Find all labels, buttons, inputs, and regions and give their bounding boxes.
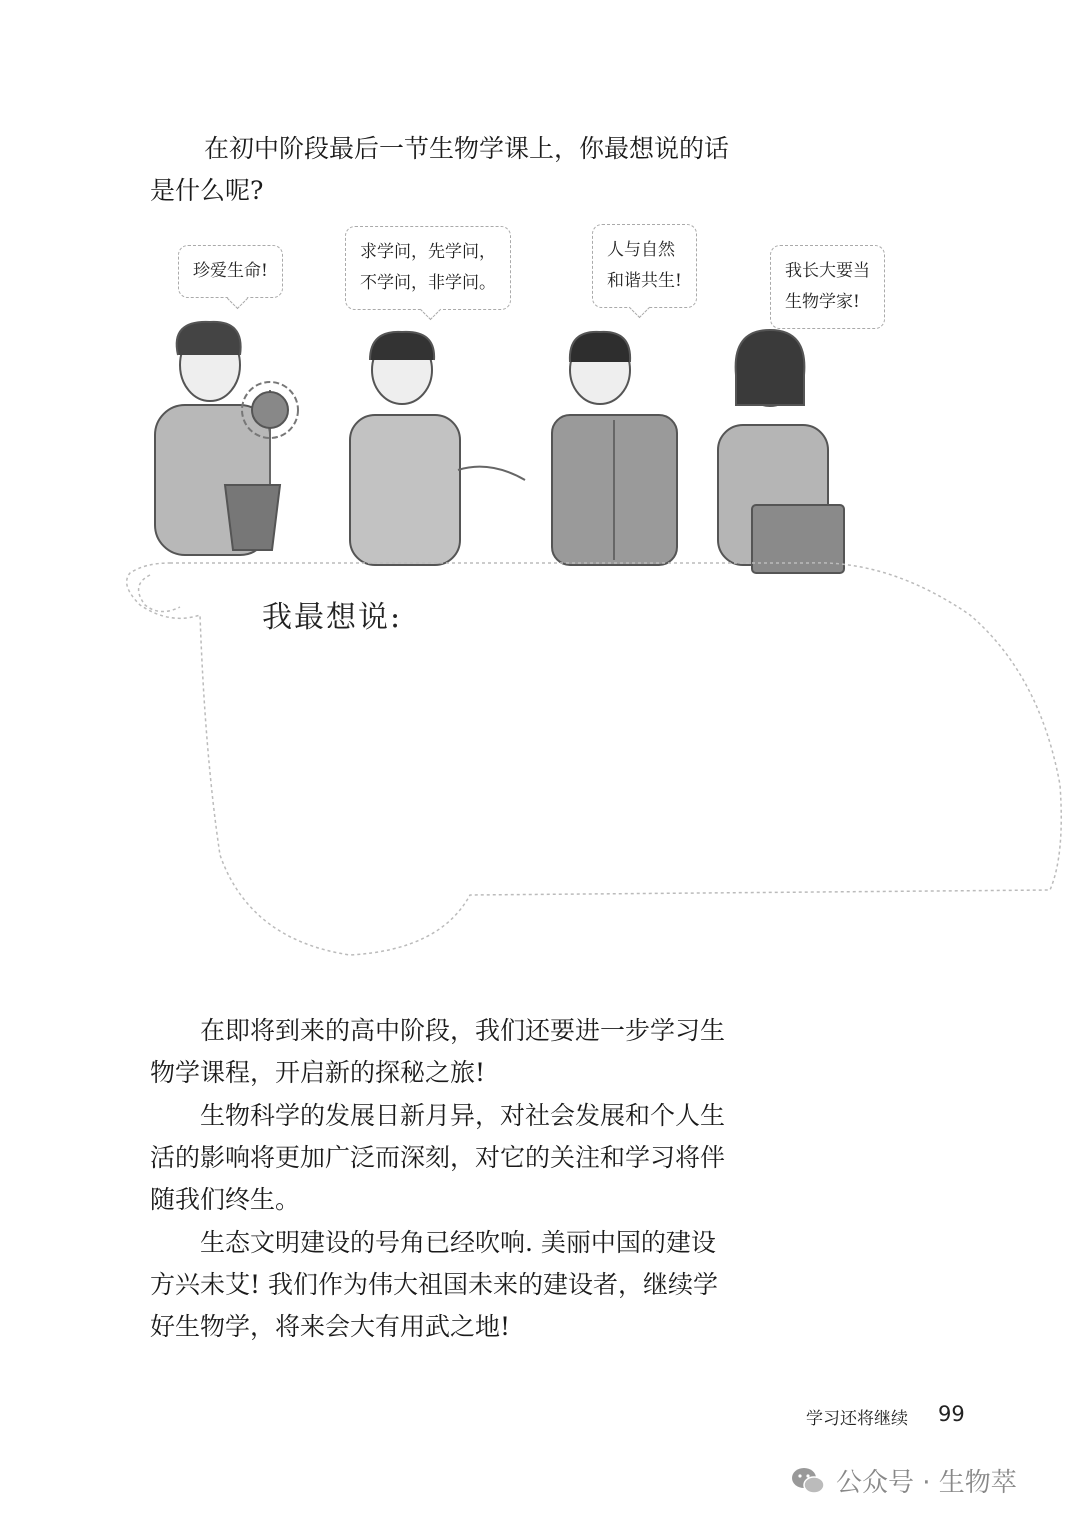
bubble-line: 生物学家! — [785, 292, 860, 312]
paragraph-line: 活的影响将更加广泛而深刻，对它的关注和学习将伴 — [150, 1143, 726, 1172]
intro-question — [150, 128, 730, 212]
paragraph-line: 随我们终生。 — [150, 1185, 301, 1214]
speech-bubble-2 — [345, 226, 511, 310]
bubble-line: 和谐共生! — [607, 271, 682, 291]
bubble-line: 我长大要当 — [785, 261, 870, 281]
paragraph-line: 好生物学，将来会大有用武之地! — [150, 1312, 511, 1341]
watermark — [790, 1462, 1017, 1499]
footer-section-title: 学习还将继续 — [806, 1409, 908, 1429]
paragraph-1 — [150, 1010, 726, 1094]
paragraph-3 — [150, 1222, 720, 1348]
page-number: 99 — [938, 1402, 965, 1426]
paragraph-line: 生态文明建设的号角已经吹响. 美丽中国的建设 — [200, 1228, 716, 1257]
bubble-line: 珍爱生命! — [193, 261, 268, 281]
paragraph-line: 在即将到来的高中阶段，我们还要进一步学习生 — [200, 1016, 726, 1045]
speech-bubble-3 — [592, 224, 697, 308]
watermark-text: 公众号 · 生物萃 — [836, 1468, 1017, 1498]
boy-in-jacket — [552, 332, 677, 565]
girl-with-sunflower — [155, 322, 298, 555]
wechat-icon — [790, 1466, 826, 1496]
students-illustration — [140, 310, 860, 590]
girl-with-book — [718, 330, 844, 573]
paragraph-line: 物学课程，开启新的探秘之旅! — [150, 1058, 486, 1087]
boy-gesturing — [350, 332, 525, 565]
intro-line: 是什么呢? — [150, 176, 264, 205]
writing-area-scroll — [110, 555, 1070, 975]
paragraph-line: 生物科学的发展日新月异，对社会发展和个人生 — [200, 1101, 726, 1130]
bubble-line: 不学问，非学问。 — [360, 273, 496, 293]
speech-bubble-1 — [178, 245, 283, 298]
bubble-line: 求学问，先学问， — [360, 242, 496, 262]
bubble-line: 人与自然 — [607, 240, 675, 260]
paragraph-2 — [150, 1095, 726, 1221]
write-prompt-label: 我最想说: — [262, 600, 403, 635]
intro-line: 在初中阶段最后一节生物学课上，你最想说的话 — [204, 134, 730, 163]
paragraph-line: 方兴未艾! 我们作为伟大祖国未来的建设者，继续学 — [150, 1270, 718, 1299]
